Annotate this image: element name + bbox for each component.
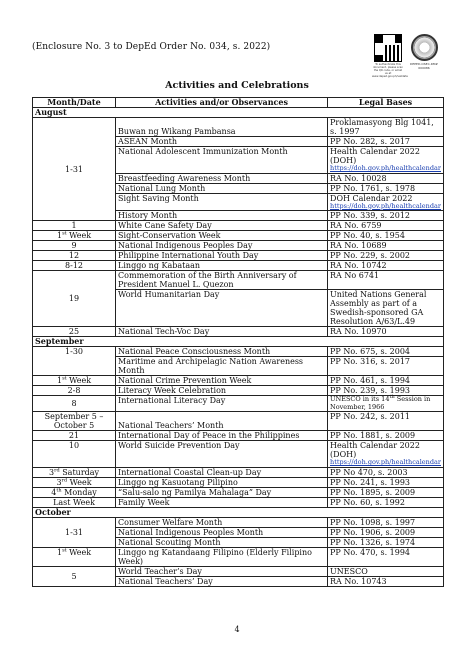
- legal-basis-cell: PP No. 339, s. 2012: [328, 211, 444, 221]
- table-row: [33, 431, 444, 441]
- table-row: [33, 347, 444, 357]
- activity-cell: National Tech-Voc Day: [116, 327, 328, 337]
- activity-cell: National Adolescent Immunization Month: [116, 147, 328, 174]
- activity-cell: Sight-Conservation Week: [116, 231, 328, 241]
- legal-basis-cell: Proklamasyong Blg 1041, s. 1997: [328, 118, 444, 137]
- legal-basis-cell: PP No. 229, s. 2002: [328, 251, 444, 261]
- date-cell: 8-12: [33, 261, 116, 271]
- col-header-month-date: Month/Date: [33, 98, 116, 108]
- date-cell: 1-31: [33, 118, 116, 221]
- date-cell: 12: [33, 251, 116, 261]
- table-row: [33, 327, 444, 337]
- activity-cell: Family Week: [116, 497, 328, 507]
- activity-cell: World Suicide Prevention Day: [116, 441, 328, 468]
- activity-cell: National Indigenous Peoples Month: [116, 527, 328, 537]
- table-row: [33, 477, 444, 487]
- section-row-october: October: [33, 507, 444, 517]
- activity-cell: Commemoration of the Birth Anniversary of President Manuel L. Quezon: [116, 271, 328, 290]
- legal-basis-cell: PP No. 241, s. 1993: [328, 477, 444, 487]
- activity-cell: International Literacy Day: [116, 396, 328, 412]
- date-cell: 3rd Week: [33, 477, 116, 487]
- healthcalendar-link[interactable]: https://doh.gov.ph/healthcalendar: [330, 164, 441, 172]
- legal-basis-cell: RA No. 6759: [328, 221, 444, 231]
- legal-basis-cell: PP No. 1098, s. 1997: [328, 517, 444, 527]
- date-cell: 8: [33, 396, 116, 412]
- legal-basis-cell: PP No. 40, s. 1954: [328, 231, 444, 241]
- date-cell: 19: [33, 271, 116, 327]
- table-row: [33, 497, 444, 507]
- table-row: [33, 261, 444, 271]
- date-cell: 4th Monday: [33, 487, 116, 497]
- date-cell: 1st Week: [33, 376, 116, 386]
- legal-basis-cell: PP No. 470, s. 1994: [328, 547, 444, 566]
- activity-cell: Buwan ng Wikang Pambansa: [116, 118, 328, 137]
- activity-cell: National Crime Prevention Week: [116, 376, 328, 386]
- legal-basis-cell: PP No. 1326, s. 1974: [328, 537, 444, 547]
- table-row: [33, 231, 444, 241]
- date-cell: 9: [33, 241, 116, 251]
- activity-cell: Breastfeeding Awareness Month: [116, 173, 328, 183]
- activity-cell: Linggo ng Kasuotang Pilipino: [116, 477, 328, 487]
- page-title: Activities and Celebrations: [165, 80, 309, 91]
- legal-basis-cell: [328, 441, 444, 468]
- legal-basis-cell: RA No. 10689: [328, 241, 444, 251]
- legal-basis-cell: United Nations General Assembly as part of a Swedish-sponsored GA Resolution A/63/L.49: [328, 290, 444, 327]
- legal-basis-cell: PP No. 675, s. 2004: [328, 347, 444, 357]
- qr-code-block: [372, 34, 408, 78]
- legal-basis-cell: PP No. 239, s. 1993: [328, 386, 444, 396]
- activity-cell: International Day of Peace in the Philippines: [116, 431, 328, 441]
- table-row: [33, 467, 444, 477]
- activity-cell: ASEAN Month: [116, 137, 328, 147]
- enclosure-reference: (Enclosure No. 3 to DepEd Order No. 034, s. 2022): [32, 42, 271, 52]
- table-row: [33, 487, 444, 497]
- deped-seal-icon: [411, 34, 438, 61]
- legal-basis-cell: RA No. 10970: [328, 327, 444, 337]
- legal-basis-cell: RA No 6741: [328, 271, 444, 290]
- activity-cell: Philippine International Youth Day: [116, 251, 328, 261]
- date-cell: 25: [33, 327, 116, 337]
- activity-cell: Literacy Week Celebration: [116, 386, 328, 396]
- legal-basis-cell: PP No. 461, s. 1994: [328, 376, 444, 386]
- table-row: [33, 441, 444, 468]
- activity-cell: Consumer Welfare Month: [116, 517, 328, 527]
- qr-code-icon: [374, 34, 402, 62]
- legal-basis-cell: PP No 470, s. 2003: [328, 467, 444, 477]
- activity-cell: National Indigenous Peoples Day: [116, 241, 328, 251]
- date-cell: 5: [33, 566, 116, 586]
- section-row-september: September: [33, 337, 444, 347]
- date-cell: 1-30: [33, 347, 116, 376]
- table-row: [33, 517, 444, 527]
- activity-cell: International Coastal Clean-up Day: [116, 467, 328, 477]
- date-cell: Last Week: [33, 497, 116, 507]
- deped-seal-block: [406, 34, 442, 70]
- legal-basis-text: DOH Calendar 2022: [330, 193, 413, 203]
- activity-cell: “Salu-salo ng Pamilya Mahalaga” Day: [116, 487, 328, 497]
- activities-table: [32, 97, 444, 587]
- legal-basis-cell: UNESCO: [328, 566, 444, 576]
- table-row: [33, 271, 444, 290]
- date-cell: 3rd Saturday: [33, 467, 116, 477]
- legal-basis-cell: PP No. 242, s. 2011: [328, 412, 444, 431]
- legal-basis-cell: PP No. 316, s. 2017: [328, 357, 444, 376]
- seal-caption: DEPED-OSEC-RM# 000086: [410, 62, 438, 70]
- legal-basis-cell: RA No. 10743: [328, 576, 444, 586]
- healthcalendar-link[interactable]: https://doh.gov.ph/healthcalendar: [330, 201, 441, 210]
- table-row: [33, 396, 444, 412]
- activity-cell: History Month: [116, 211, 328, 221]
- legal-basis-cell: [328, 147, 444, 174]
- qr-caption: To authenticate this document, please scan the QR code, or email us at www.deped.gov.ph/validate: [372, 63, 408, 78]
- date-cell: 21: [33, 431, 116, 441]
- section-row-august: August: [33, 108, 444, 118]
- table-row: [33, 412, 444, 431]
- table-row: [33, 118, 444, 137]
- activity-cell: Maritime and Archipelagic Nation Awareness Month: [116, 357, 328, 376]
- legal-basis-cell: PP No. 1895, s. 2009: [328, 487, 444, 497]
- table-row: [33, 241, 444, 251]
- table-row: [33, 251, 444, 261]
- date-cell: 2-8: [33, 386, 116, 396]
- legal-basis-cell: RA No. 10742: [328, 261, 444, 271]
- activity-cell: Sight Saving Month: [116, 193, 328, 211]
- date-cell: 1: [33, 221, 116, 231]
- activity-cell: National Lung Month: [116, 183, 328, 193]
- activity-cell: World Teacher’s Day: [116, 566, 328, 576]
- table-row: [33, 221, 444, 231]
- legal-basis-text: Health Calendar 2022 (DOH): [330, 441, 420, 459]
- legal-basis-text: Health Calendar 2022 (DOH): [330, 147, 420, 165]
- healthcalendar-link[interactable]: https://doh.gov.ph/healthcalendar: [330, 458, 441, 466]
- activity-cell: Linggo ng Katandaang Filipino (Elderly Filipino Week): [116, 547, 328, 566]
- table-row: [33, 386, 444, 396]
- activity-cell: National Peace Consciousness Month: [116, 347, 328, 357]
- activity-cell: National Teachers’ Month: [116, 412, 328, 431]
- activity-cell: Linggo ng Kabataan: [116, 261, 328, 271]
- activity-cell: World Humanitarian Day: [116, 290, 328, 327]
- legal-basis-cell: PP No. 60, s. 1992: [328, 497, 444, 507]
- legal-basis-cell: [328, 193, 444, 211]
- date-cell: 10: [33, 441, 116, 468]
- table-row: [33, 547, 444, 566]
- legal-basis-cell: PP No. 282, s. 2017: [328, 137, 444, 147]
- date-cell: 1st Week: [33, 547, 116, 566]
- activity-cell: White Cane Safety Day: [116, 221, 328, 231]
- table-row: [33, 566, 444, 576]
- date-cell: 1-31: [33, 517, 116, 547]
- legal-basis-cell: PP No. 1761, s. 1978: [328, 183, 444, 193]
- activity-cell: National Scouting Month: [116, 537, 328, 547]
- activity-cell: National Teachers’ Day: [116, 576, 328, 586]
- legal-basis-cell: PP No. 1881, s. 2009: [328, 431, 444, 441]
- legal-basis-cell: UNESCO in its 14th Session in November, 1966: [328, 396, 444, 412]
- table-header-row: [33, 98, 444, 108]
- page-number: 4: [234, 625, 240, 634]
- col-header-legal-bases: Legal Bases: [328, 98, 444, 108]
- legal-basis-cell: PP No. 1906, s. 2009: [328, 527, 444, 537]
- col-header-activities: Activities and/or Observances: [116, 98, 328, 108]
- date-cell: 1st Week: [33, 231, 116, 241]
- date-cell: September 5 –October 5: [33, 412, 116, 431]
- table-row: [33, 376, 444, 386]
- legal-basis-cell: RA No. 10028: [328, 173, 444, 183]
